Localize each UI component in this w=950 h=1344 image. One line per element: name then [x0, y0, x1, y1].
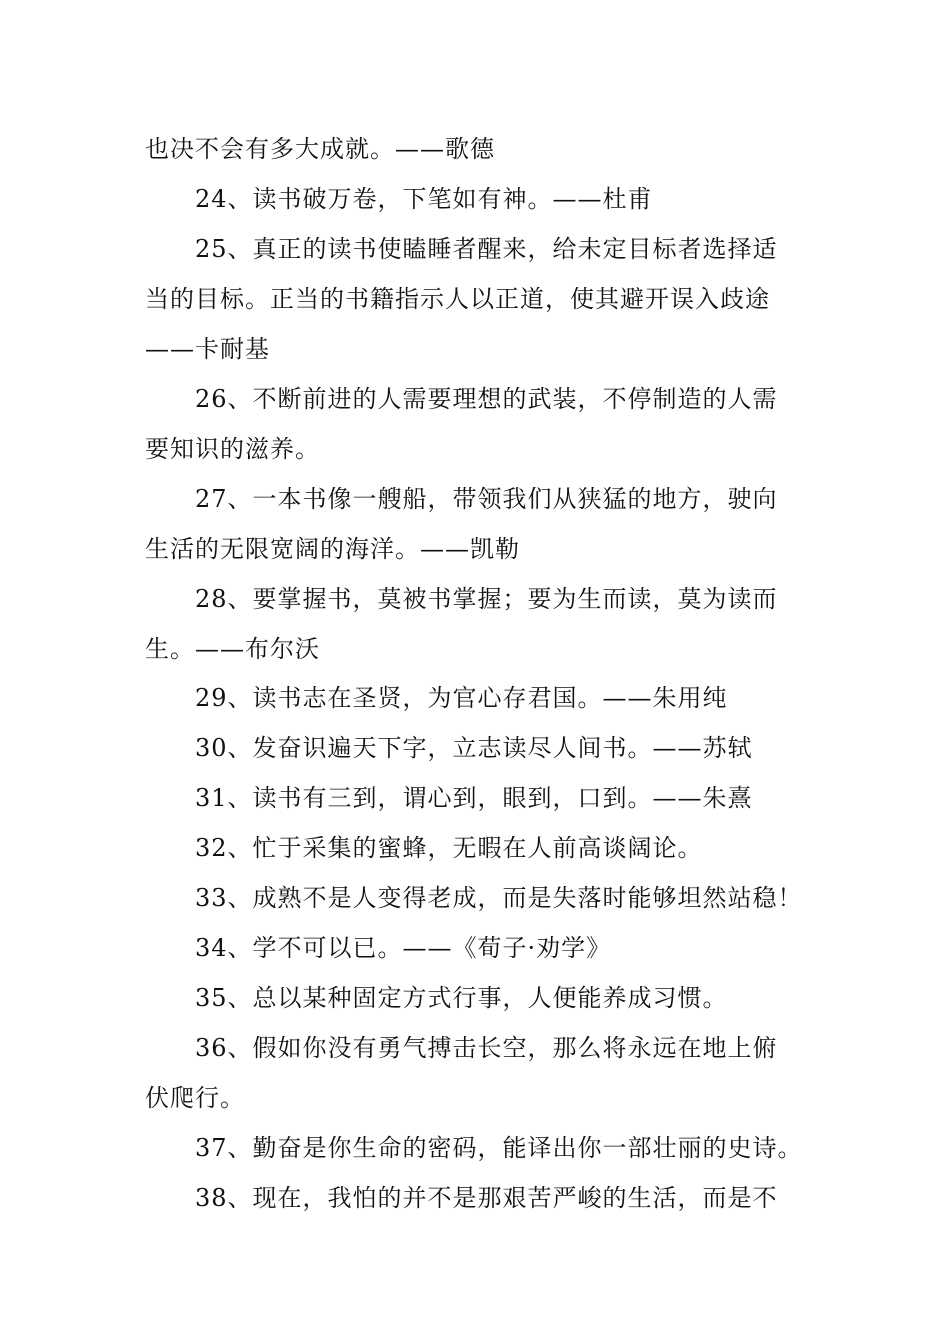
- quote-35: 35、总以某种固定方式行事，人便能养成习惯。: [195, 984, 728, 1012]
- quote-33: 33、成熟不是人变得老成，而是失落时能够坦然站稳！: [195, 884, 803, 912]
- quote-32: 32、忙于采集的蜜蜂，无暇在人前高谈阔论。: [195, 834, 703, 862]
- text-line-1: 也决不会有多大成就。——歌德: [145, 135, 495, 163]
- quote-37: 37、勤奋是你生命的密码，能译出你一部壮丽的史诗。: [195, 1134, 803, 1162]
- quote-31: 31、读书有三到，谓心到，眼到，口到。——朱熹: [195, 784, 753, 812]
- quote-27-cont: 生活的无限宽阔的海洋。——凯勒: [145, 535, 520, 563]
- quote-25: 25、真正的读书使瞌睡者醒来，给未定目标者选择适: [195, 235, 778, 263]
- quote-38: 38、现在，我怕的并不是那艰苦严峻的生活，而是不: [195, 1184, 778, 1212]
- quote-36: 36、假如你没有勇气搏击长空，那么将永远在地上俯: [195, 1034, 778, 1062]
- quote-24: 24、读书破万卷，下笔如有神。——杜甫: [195, 185, 653, 213]
- quote-28-cont: 生。——布尔沃: [145, 635, 320, 663]
- quote-26-cont: 要知识的滋养。: [145, 435, 320, 463]
- quote-27: 27、一本书像一艘船，带领我们从狭猛的地方，驶向: [195, 485, 778, 513]
- quote-36-cont: 伏爬行。: [145, 1084, 245, 1112]
- quote-29: 29、读书志在圣贤，为官心存君国。——朱用纯: [195, 684, 728, 712]
- quote-25-author: ——卡耐基: [145, 335, 270, 363]
- quote-28: 28、要掌握书，莫被书掌握；要为生而读，莫为读而: [195, 585, 778, 613]
- quote-30: 30、发奋识遍天下字，立志读尽人间书。——苏轼: [195, 734, 753, 762]
- quote-25-cont: 当的目标。正当的书籍指示人以正道，使其避开误入歧途: [145, 285, 770, 313]
- quote-26: 26、不断前进的人需要理想的武装，不停制造的人需: [195, 385, 778, 413]
- quote-34: 34、学不可以已。——《荀子·劝学》: [195, 934, 612, 962]
